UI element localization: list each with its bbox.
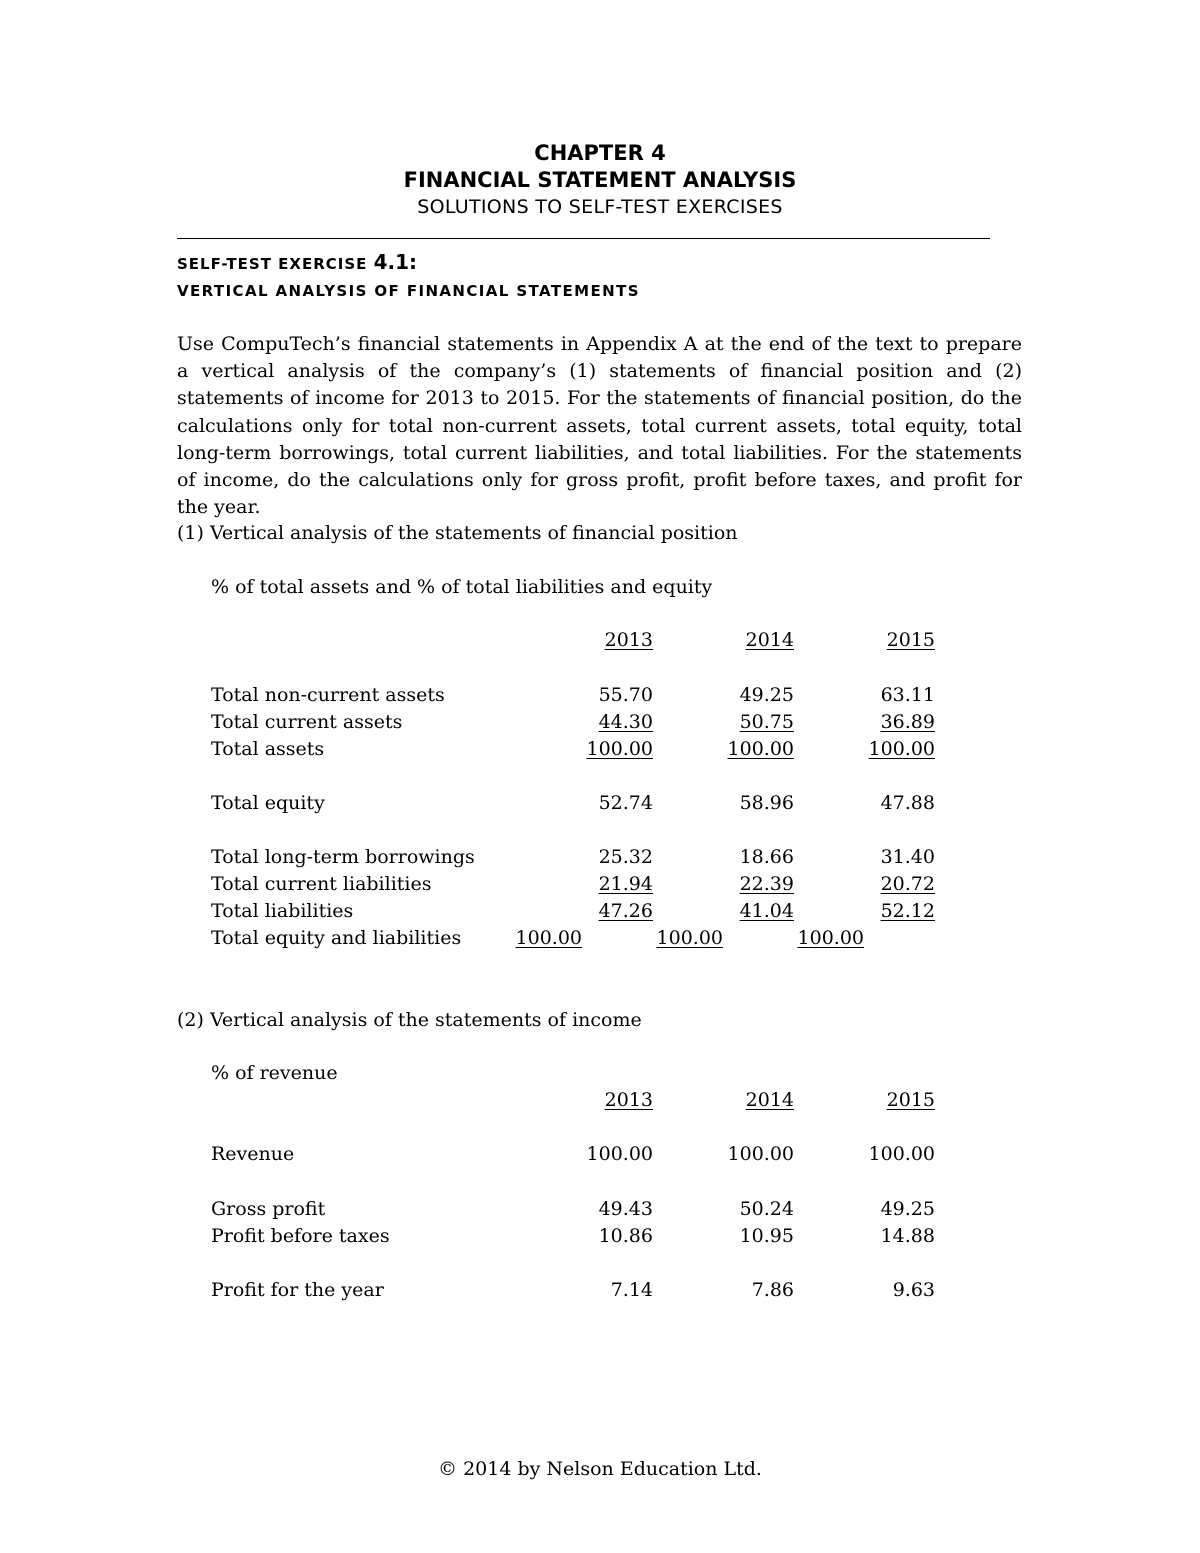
year-header-cell: 2014 — [745, 1089, 794, 1111]
table-cell-value: 44.30 — [598, 711, 653, 733]
table-row-label: Profit before taxes — [211, 1225, 390, 1247]
chapter-title: FINANCIAL STATEMENT ANALYSIS — [403, 168, 797, 192]
exercise-label-prefix: SELF-TEST EXERCISE — [177, 255, 374, 273]
table-cell-value: 52.74 — [598, 792, 653, 814]
table-cell-value: 50.24 — [739, 1198, 794, 1220]
year-header-cell: 2013 — [604, 629, 653, 651]
header-divider — [177, 238, 990, 239]
table-cell-value: 22.39 — [739, 873, 794, 895]
table-row-label: Revenue — [211, 1143, 295, 1165]
table-cell-value: 49.25 — [739, 684, 794, 706]
table-row-label: Total current liabilities — [211, 873, 432, 895]
table-cell-value: 10.86 — [598, 1225, 653, 1247]
intro-paragraph: Use CompuTech’s financial statements in Appendix A at the end of the text to prepare a vertical analysis of the company’s (1) statements of financial position and (2) statements of income for 2013 to 2015. For the statements of financial position, do the calculations only for total non-current assets, total current assets, total equity, total long-term borrowings, total current liabilities, and total liabilities. For the statements of income, do the calculations only for gross profit, profit before taxes, and profit for the year. — [177, 333, 1022, 519]
table-cell-value: 47.88 — [880, 792, 935, 814]
chapter-subtitle: SOLUTIONS TO SELF-TEST EXERCISES — [417, 196, 783, 218]
exercise-heading: VERTICAL ANALYSIS OF FINANCIAL STATEMENTS — [177, 282, 640, 300]
table-cell-value: 18.66 — [739, 846, 794, 868]
year-header-cell: 2015 — [886, 1089, 935, 1111]
copyright-footer: © 2014 by Nelson Education Ltd. — [438, 1458, 762, 1480]
table-cell-value: 100.00 — [586, 738, 653, 760]
section2-subtitle: % of revenue — [211, 1062, 338, 1084]
table-cell-value: 55.70 — [598, 684, 653, 706]
table-row-label: Total current assets — [211, 711, 403, 733]
table-cell-value: 47.26 — [598, 900, 653, 922]
table-cell-value: 31.40 — [880, 846, 935, 868]
table-cell-value: 10.95 — [739, 1225, 794, 1247]
exercise-label — [177, 250, 417, 274]
section1-subtitle: % of total assets and % of total liabilities and equity — [211, 576, 713, 598]
table-cell-value: 20.72 — [880, 873, 935, 895]
table-cell-value: 49.25 — [880, 1198, 935, 1220]
table-cell-value: 52.12 — [880, 900, 935, 922]
table-cell-value: 100.00 — [868, 738, 935, 760]
table-row-label: Profit for the year — [211, 1279, 384, 1301]
table-row-label: Gross profit — [211, 1198, 326, 1220]
table-cell-value: 9.63 — [892, 1279, 935, 1301]
exercise-number: 4.1: — [373, 250, 418, 274]
table-row-label: Total long-term borrowings — [211, 846, 475, 868]
table-row-label: Total assets — [211, 738, 325, 760]
table-cell-value: 100.00 — [797, 927, 864, 949]
year-header-cell: 2014 — [745, 629, 794, 651]
table-cell-value: 14.88 — [880, 1225, 935, 1247]
section1-title: (1) Vertical analysis of the statements of financial position — [177, 522, 738, 544]
table-cell-value: 100.00 — [515, 927, 582, 949]
table-cell-value: 100.00 — [868, 1143, 935, 1165]
table-cell-value: 36.89 — [880, 711, 935, 733]
table-cell-value: 25.32 — [598, 846, 653, 868]
table-cell-value: 100.00 — [586, 1143, 653, 1165]
table-row-label: Total equity and liabilities — [211, 927, 462, 949]
table-cell-value: 50.75 — [739, 711, 794, 733]
table-cell-value: 58.96 — [739, 792, 794, 814]
year-header-cell: 2015 — [886, 629, 935, 651]
table-cell-value: 41.04 — [739, 900, 794, 922]
chapter-heading: CHAPTER 4 — [534, 141, 666, 165]
table-row-label: Total liabilities — [211, 900, 354, 922]
table-cell-value: 100.00 — [727, 1143, 794, 1165]
year-header-cell: 2013 — [604, 1089, 653, 1111]
table-cell-value: 100.00 — [656, 927, 723, 949]
table-row-label: Total equity — [211, 792, 325, 814]
table-row-label: Total non-current assets — [211, 684, 445, 706]
table-cell-value: 7.86 — [751, 1279, 794, 1301]
section2-title: (2) Vertical analysis of the statements of income — [177, 1009, 642, 1031]
table-cell-value: 21.94 — [598, 873, 653, 895]
table-cell-value: 100.00 — [727, 738, 794, 760]
table-cell-value: 49.43 — [598, 1198, 653, 1220]
table-cell-value: 63.11 — [880, 684, 935, 706]
table-cell-value: 7.14 — [610, 1279, 653, 1301]
